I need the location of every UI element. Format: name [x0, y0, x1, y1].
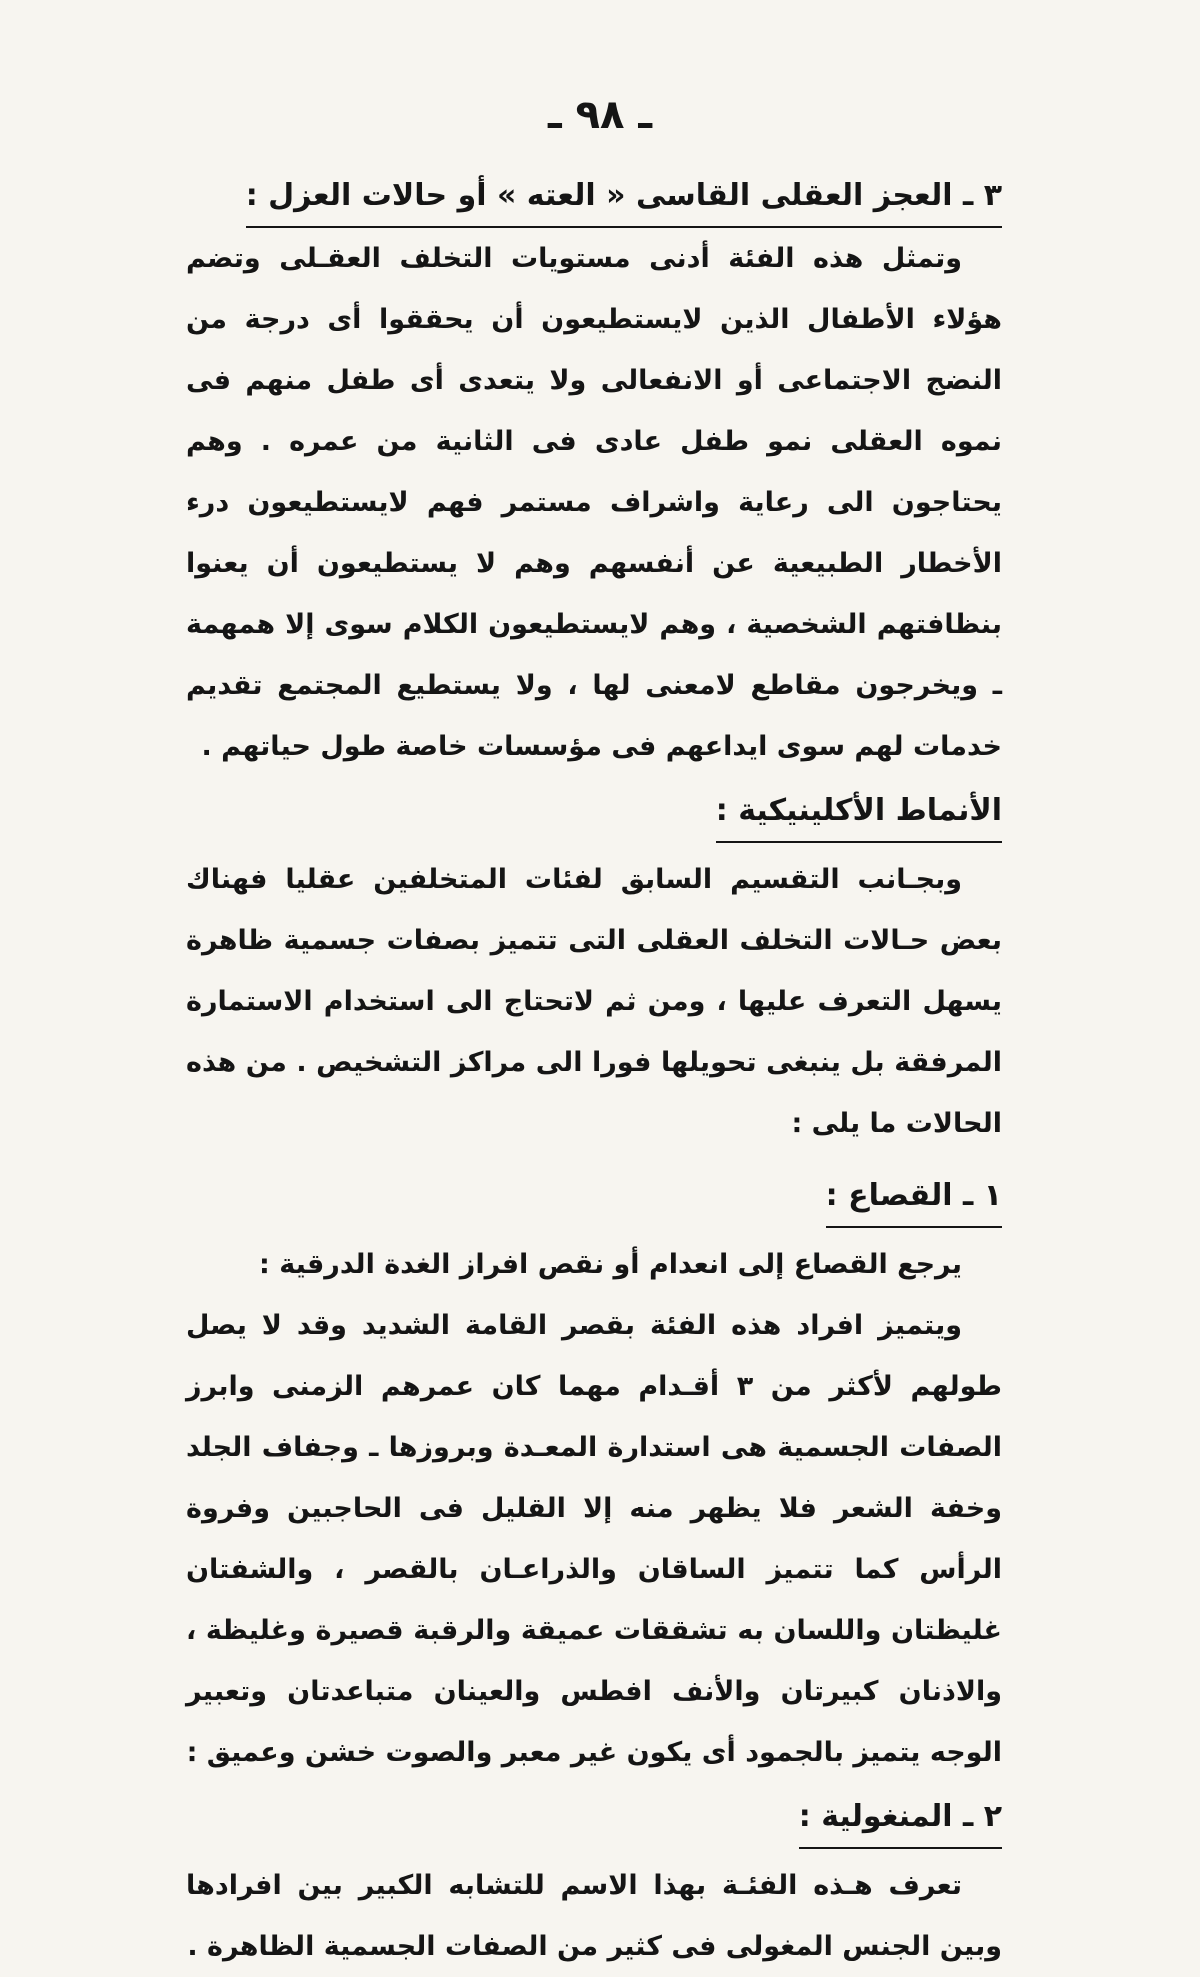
section-clinical-types — [186, 783, 1002, 843]
section-heading: ٣ ـ العجز العقلى القاسى « العته » أو حالات العزل : — [246, 168, 1002, 228]
section-heading: الأنماط الأكلينيكية : — [716, 783, 1002, 843]
paragraph: ويتميز افراد هذه الفئة بقصر القامة الشديد وقد لا يصل طولهم لأكثر من ٣ أقـدام مهما كان عمرهم الزمنى وابرز الصفات الجسمية هى استدارة المعـدة وبروزها ـ وجفاف الجلد وخفة الشعر فلا يظهر منه إلا القليل فى الحاجبين وفروة الرأس كما تتميز الساقان والذراعـان بالقصر ، والشفتان غليظتان واللسان به تشققات عميقة والرقبة قصيرة وغليظة ، والاذنان كبيرتان والأنف افطس والعينان متباعدتان وتعبير الوجه يتميز بالجمود أى يكون غير معبر والصوت خشن وعميق : — [186, 1310, 1002, 1768]
section-heading: ٢ ـ المنغولية : — [799, 1789, 1002, 1849]
section-heading: ١ ـ القصاع : — [826, 1168, 1002, 1228]
paragraph: يرجع القصاع إلى انعدام أو نقص افراز الغدة الدرقية : — [259, 1249, 962, 1280]
paragraph: وتمثل هذه الفئة أدنى مستويات التخلف العقـلى وتضم هؤلاء الأطفال الذين لايستطيعون أن يحققوا أى درجة من النضج الاجتماعى أو الانفعالى ولا يتعدى أى طفل منهم فى نموه العقلى نمو طفل عادى فى الثانية من عمره . وهم يحتاجون الى رعاية واشراف مستمر فهم لايستطيعون درء الأخطار الطبيعية عن أنفسهم وهم لا يستطيعون أن يعنوا بنظافتهم الشخصية ، وهم لايستطيعون الكلام سوى إلا همهمة ـ ويخرجون مقاطع لامعنى لها ، ولا يستطيع المجتمع تقديم خدمات لهم سوى ايداعهم فى مؤسسات خاصة طول حياتهم . — [186, 243, 1002, 762]
section-severe-retardation — [186, 168, 1002, 228]
page-number: ـ ٩٨ ـ — [547, 92, 653, 138]
paragraph: وبجـانب التقسيم السابق لفئات المتخلفين عقليا فهناك بعض حـالات التخلف العقلى التى تتميز بصفات جسمية ظاهرة يسهل التعرف عليها ، ومن ثم لاتحتاج الى استخدام الاستمارة المرفقة بل ينبغى تحويلها فورا الى مراكز التشخيص . من هذه الحالات ما يلى : — [186, 864, 1002, 1139]
section-cretinism — [186, 1168, 1002, 1228]
page-body — [186, 168, 1002, 1977]
paragraph: تعرف هـذه الفئـة بهذا الاسم للتشابه الكبير بين افرادها وبين الجنس المغولى فى كثير من الصفات الجسمية الظاهرة . — [186, 1870, 1002, 1962]
section-mongolism — [186, 1789, 1002, 1849]
